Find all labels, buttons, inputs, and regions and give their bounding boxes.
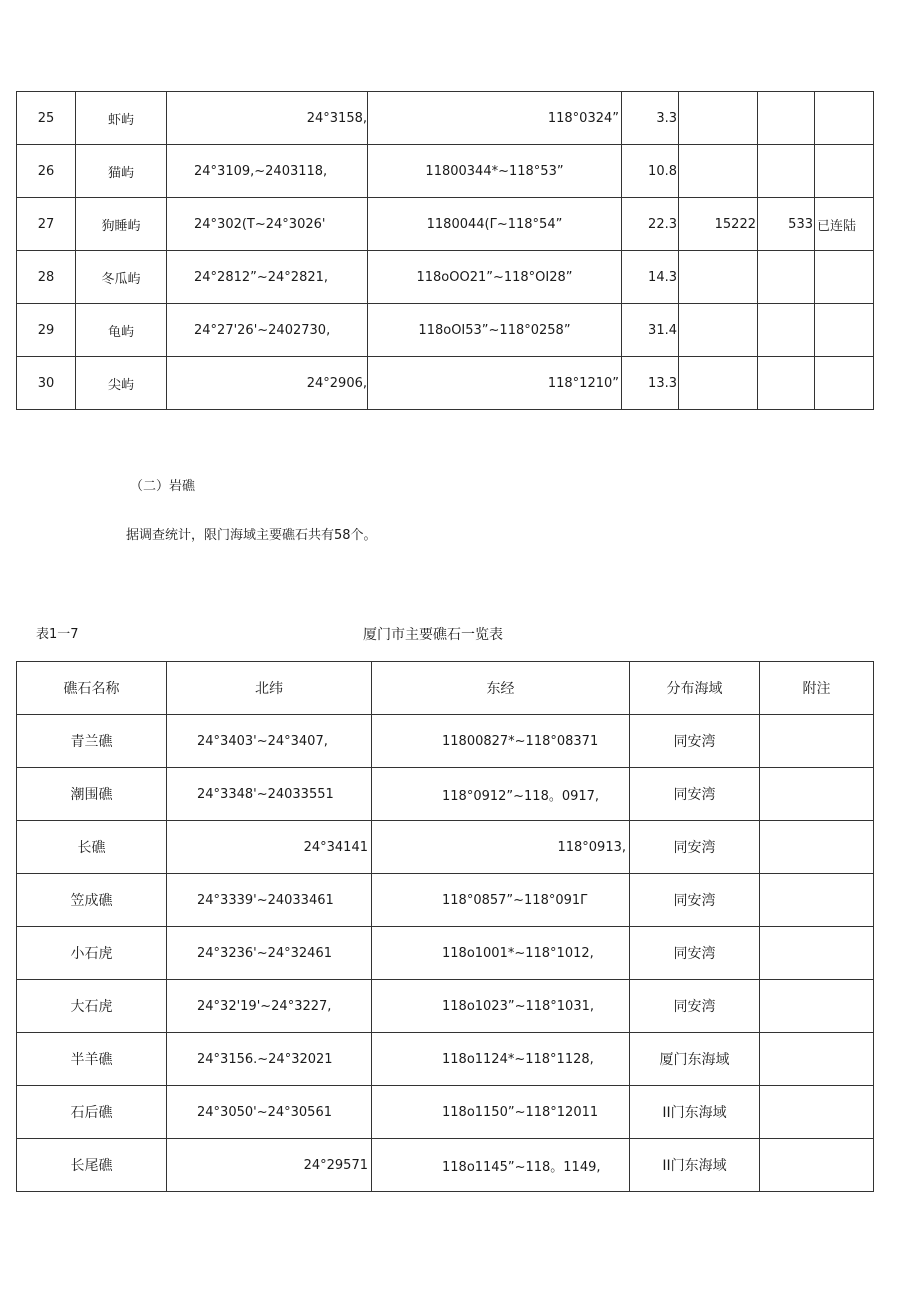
table-row bbox=[17, 1033, 874, 1086]
latitude: 24°2906, bbox=[167, 357, 368, 410]
note bbox=[760, 1086, 874, 1139]
sea-area: 同安湾 bbox=[630, 715, 760, 768]
sea-area: 同安湾 bbox=[630, 874, 760, 927]
longitude: 11800344*~118°53” bbox=[368, 145, 622, 198]
header-name: 礁石名称 bbox=[17, 662, 167, 715]
island-name: 猫屿 bbox=[76, 145, 167, 198]
longitude: 1180044(Γ~118°54” bbox=[368, 198, 622, 251]
latitude: 24°2812”~24°2821, bbox=[167, 251, 368, 304]
table-label: 表1一7 bbox=[36, 627, 79, 642]
longitude: 118°0912”~118。0917, bbox=[372, 768, 630, 821]
note bbox=[760, 1139, 874, 1192]
note bbox=[815, 357, 874, 410]
sea-area: 厦门东海域 bbox=[630, 1033, 760, 1086]
longitude: 118oOI53”~118°0258” bbox=[368, 304, 622, 357]
shoreline: 533 bbox=[758, 198, 815, 251]
distance: 14.3 bbox=[622, 251, 679, 304]
section-paragraph: 据调查统计，限门海域主要礁石共有58个。 bbox=[126, 528, 377, 543]
table-row bbox=[17, 251, 874, 304]
distance: 10.8 bbox=[622, 145, 679, 198]
table-row bbox=[17, 1086, 874, 1139]
table-row bbox=[17, 874, 874, 927]
longitude: 118o1145”~118。1149, bbox=[372, 1139, 630, 1192]
longitude: 118°0857”~118°091Γ bbox=[372, 874, 630, 927]
island-name: 龟屿 bbox=[76, 304, 167, 357]
latitude: 24°3339'~24033461 bbox=[167, 874, 372, 927]
reef-table-header bbox=[17, 662, 874, 715]
latitude: 24°34141 bbox=[167, 821, 372, 874]
island-name: 尖屿 bbox=[76, 357, 167, 410]
longitude: 11800827*~118°08371 bbox=[372, 715, 630, 768]
table-row bbox=[17, 821, 874, 874]
reef-name: 石后礁 bbox=[17, 1086, 167, 1139]
area bbox=[679, 92, 758, 145]
header-area: 分布海域 bbox=[630, 662, 760, 715]
latitude: 24°3156.~24°32021 bbox=[167, 1033, 372, 1086]
row-number: 27 bbox=[17, 198, 76, 251]
reef-name: 大石虎 bbox=[17, 980, 167, 1033]
latitude: 24°3403'~24°3407, bbox=[167, 715, 372, 768]
island-name: 狗睡屿 bbox=[76, 198, 167, 251]
island-name: 冬瓜屿 bbox=[76, 251, 167, 304]
area: 15222 bbox=[679, 198, 758, 251]
latitude: 24°32'19'~24°3227, bbox=[167, 980, 372, 1033]
longitude: 118oOO21”~118°OI28” bbox=[368, 251, 622, 304]
longitude: 118o1001*~118°1012, bbox=[372, 927, 630, 980]
table-row bbox=[17, 927, 874, 980]
table-row bbox=[17, 980, 874, 1033]
sea-area: II门东海域 bbox=[630, 1139, 760, 1192]
latitude: 24°27'26'~2402730, bbox=[167, 304, 368, 357]
longitude: 118o1023”~118°1031, bbox=[372, 980, 630, 1033]
note bbox=[815, 145, 874, 198]
note bbox=[815, 304, 874, 357]
note bbox=[760, 980, 874, 1033]
shoreline bbox=[758, 92, 815, 145]
island-name: 虾屿 bbox=[76, 92, 167, 145]
reef-name: 小石虎 bbox=[17, 927, 167, 980]
sea-area: 同安湾 bbox=[630, 768, 760, 821]
header-lon: 东经 bbox=[372, 662, 630, 715]
area bbox=[679, 145, 758, 198]
sea-area: 同安湾 bbox=[630, 980, 760, 1033]
note bbox=[760, 715, 874, 768]
distance: 31.4 bbox=[622, 304, 679, 357]
table-row bbox=[17, 357, 874, 410]
note bbox=[760, 927, 874, 980]
area bbox=[679, 357, 758, 410]
note bbox=[815, 251, 874, 304]
table-row bbox=[17, 304, 874, 357]
table-row bbox=[17, 1139, 874, 1192]
table-row bbox=[17, 768, 874, 821]
longitude: 118°0324” bbox=[368, 92, 622, 145]
table-row bbox=[17, 92, 874, 145]
note: 已连陆 bbox=[815, 198, 874, 251]
table-caption: 厦门市主要礁石一览表 bbox=[363, 627, 503, 643]
row-number: 25 bbox=[17, 92, 76, 145]
longitude: 118°0913, bbox=[372, 821, 630, 874]
shoreline bbox=[758, 145, 815, 198]
latitude: 24°302(T~24°3026' bbox=[167, 198, 368, 251]
row-number: 26 bbox=[17, 145, 76, 198]
island-table bbox=[16, 91, 874, 410]
longitude: 118o1150”~118°12011 bbox=[372, 1086, 630, 1139]
latitude: 24°3236'~24°32461 bbox=[167, 927, 372, 980]
latitude: 24°29571 bbox=[167, 1139, 372, 1192]
latitude: 24°3348'~24033551 bbox=[167, 768, 372, 821]
note bbox=[760, 821, 874, 874]
shoreline bbox=[758, 251, 815, 304]
reef-name: 青兰礁 bbox=[17, 715, 167, 768]
area bbox=[679, 304, 758, 357]
section-heading: （二）岩礁 bbox=[130, 479, 196, 494]
reef-name: 长礁 bbox=[17, 821, 167, 874]
sea-area: 同安湾 bbox=[630, 927, 760, 980]
note bbox=[760, 874, 874, 927]
header-note: 附注 bbox=[760, 662, 874, 715]
sea-area: II门东海域 bbox=[630, 1086, 760, 1139]
row-number: 30 bbox=[17, 357, 76, 410]
shoreline bbox=[758, 304, 815, 357]
sea-area: 同安湾 bbox=[630, 821, 760, 874]
reef-name: 长尾礁 bbox=[17, 1139, 167, 1192]
area bbox=[679, 251, 758, 304]
row-number: 28 bbox=[17, 251, 76, 304]
row-number: 29 bbox=[17, 304, 76, 357]
longitude: 118o1124*~118°1128, bbox=[372, 1033, 630, 1086]
header-lat: 北纬 bbox=[167, 662, 372, 715]
distance: 22.3 bbox=[622, 198, 679, 251]
reef-name: 笠成礁 bbox=[17, 874, 167, 927]
distance: 3.3 bbox=[622, 92, 679, 145]
reef-name: 半羊礁 bbox=[17, 1033, 167, 1086]
reef-table bbox=[16, 661, 874, 1192]
distance: 13.3 bbox=[622, 357, 679, 410]
table-row bbox=[17, 198, 874, 251]
latitude: 24°3158, bbox=[167, 92, 368, 145]
note bbox=[760, 768, 874, 821]
latitude: 24°3050'~24°30561 bbox=[167, 1086, 372, 1139]
shoreline bbox=[758, 357, 815, 410]
table-row bbox=[17, 715, 874, 768]
note bbox=[815, 92, 874, 145]
reef-name: 潮围礁 bbox=[17, 768, 167, 821]
note bbox=[760, 1033, 874, 1086]
table-row bbox=[17, 145, 874, 198]
longitude: 118°1210” bbox=[368, 357, 622, 410]
latitude: 24°3109,~2403118, bbox=[167, 145, 368, 198]
